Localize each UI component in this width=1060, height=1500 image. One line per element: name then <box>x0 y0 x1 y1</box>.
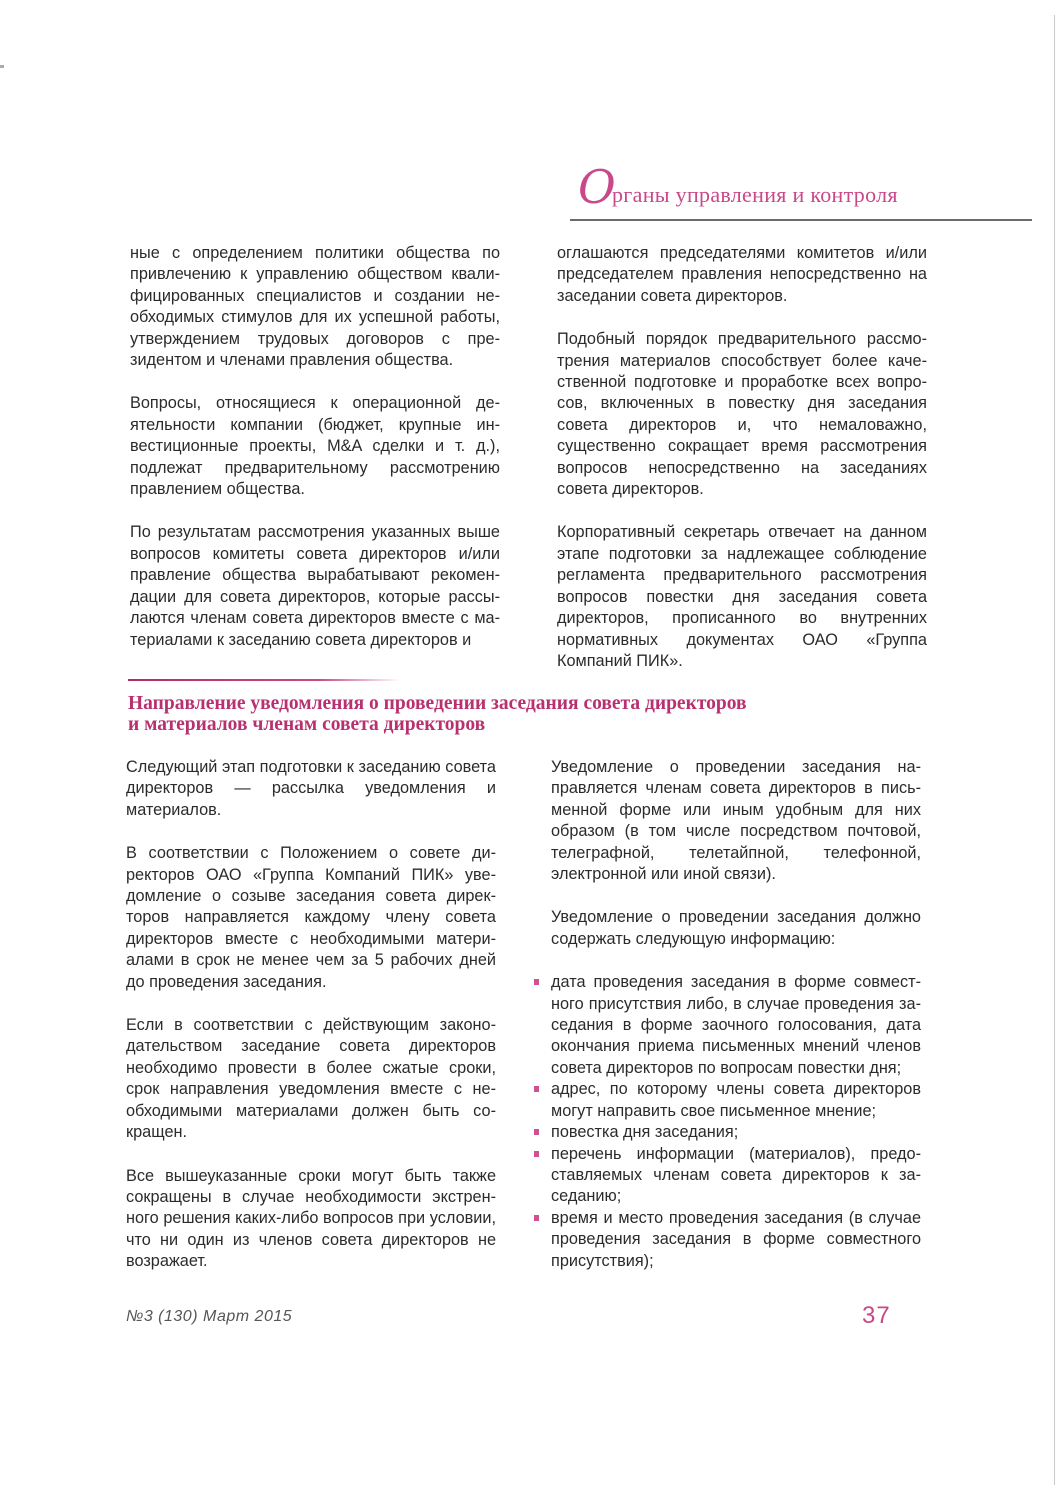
square-bullet-icon <box>534 1151 539 1157</box>
scan-mark <box>0 65 4 68</box>
list-item <box>551 1079 921 1122</box>
section-title-drop-cap: О <box>578 160 616 214</box>
issue-info: №3 (130) Март 2015 <box>126 1308 293 1325</box>
square-bullet-icon <box>534 1129 539 1135</box>
paragraph: Корпоративный секретарь отвечает на данном этапе подготовки за надлежащее соблюдение регламента предварительного рассмотрения вопросов повестки дня заседания совета директоров, прописанного во внутренних нормативных документах ОАО «Группа Компаний ПИК». <box>557 523 927 670</box>
paragraph: Уведомление о проведении заседания направляется членам совета директоров в письменной форме или иным удобным для них образом (в том числе посредством почтовой, телеграфной, телетайпной, телефонной, электронной или иной связи). <box>551 758 921 884</box>
paragraph: Если в соответствии с действующим законодательством заседание совета директоров необходимо провести в более сжатые сроки, срок направления уведомления вместе с необходимыми материалами должен быть сокращен. <box>126 1016 496 1142</box>
paragraph: оглашаются председателями комитетов и/или председателем правления непосредственно на заседании совета директоров. <box>557 244 927 305</box>
section-header <box>572 160 1032 222</box>
bottom-left-column <box>126 757 496 1295</box>
page-number: 37 <box>862 1302 891 1329</box>
paragraph: Уведомление о проведении заседания должно содержать следующую информацию: <box>551 908 921 948</box>
bottom-right-column <box>551 757 921 1272</box>
page-edge-line <box>1054 15 1055 1485</box>
paragraph: Подобный порядок предварительного рассмотрения материалов способствует более качественной подготовке и проработке всех вопросов, включенных в повестку дня заседания совета директоров и, что немаловажно, существенно сокращает время рассмотрения вопросов непосредственно на заседаниях совета директоров. <box>557 330 927 499</box>
list-item-text: перечень информации (материалов), предоставляемых членам совета директоров к заседанию; <box>551 1144 921 1206</box>
paragraph: Вопросы, относящиеся к операционной деятельности компании (бюджет, крупные инвестиционные проекты, M&A сделки и т. д.), подлежат предварительному рассмотрению правлением общества. <box>130 394 500 499</box>
top-left-column <box>130 243 500 673</box>
section-title: рганы управления и контроля <box>612 182 898 207</box>
list-item-text: адрес, по которому члены совета директоров могут направить свое письменное мнение; <box>551 1080 921 1120</box>
square-bullet-icon <box>534 1215 539 1221</box>
square-bullet-icon <box>534 1086 539 1092</box>
list-item <box>551 1144 921 1208</box>
paragraph: Следующий этап подготовки к заседанию совета директоров — рассылка уведомления и материалов. <box>126 758 496 819</box>
info-bullet-list <box>551 972 921 1272</box>
paragraph: ные с определением политики общества по привлечению к управлению обществом квалифицированных специалистов и создании необходимых стимулов для их успешной работы, утверждением трудовых договоров с президентом и членами правления общества. <box>130 244 500 370</box>
subsection-divider <box>128 679 400 681</box>
paragraph: В соответствии с Положением о совете директоров ОАО «Группа Компаний ПИК» уведомление о созыве заседания совета директоров направляется каждому члену совета директоров вместе с необходимыми материалами в срок не менее чем за 5 рабочих дней до проведения заседания. <box>126 844 496 991</box>
list-item-text: время и место проведения заседания (в случае проведения заседания в форме совместного присутствия); <box>551 1208 921 1270</box>
subsection-heading-line-1: Направление уведомления о проведении заседания совета директоров <box>128 693 747 714</box>
paragraph: По результатам рассмотрения указанных выше вопросов комитеты совета директоров и/или правление общества вырабатывают рекомендации для совета директоров, которые рассылаются членам совета директоров вместе с материалами к заседанию совета директоров и <box>130 523 500 649</box>
list-item <box>551 1208 921 1272</box>
header-divider <box>570 219 1032 221</box>
paragraph: Все вышеуказанные сроки могут быть также сокращены в случае необходимости экстренного решения каких-либо вопросов при условии, что ни один из членов совета директоров не возражает. <box>126 1166 496 1271</box>
list-item-text: дата проведения заседания в форме совместного присутствия либо, в случае проведения заседания в форме заочного голосования, дата окончания приема письменных мнений членов совета директоров по вопросам повестки дня; <box>551 973 921 1077</box>
list-item <box>551 972 921 1079</box>
top-right-column <box>557 243 927 694</box>
subsection-heading-line-2: и материалов членам совета директоров <box>128 714 486 735</box>
square-bullet-icon <box>534 979 539 985</box>
subsection-heading <box>128 693 908 735</box>
list-item <box>551 1122 921 1143</box>
list-item-text: повестка дня заседания; <box>551 1123 739 1142</box>
